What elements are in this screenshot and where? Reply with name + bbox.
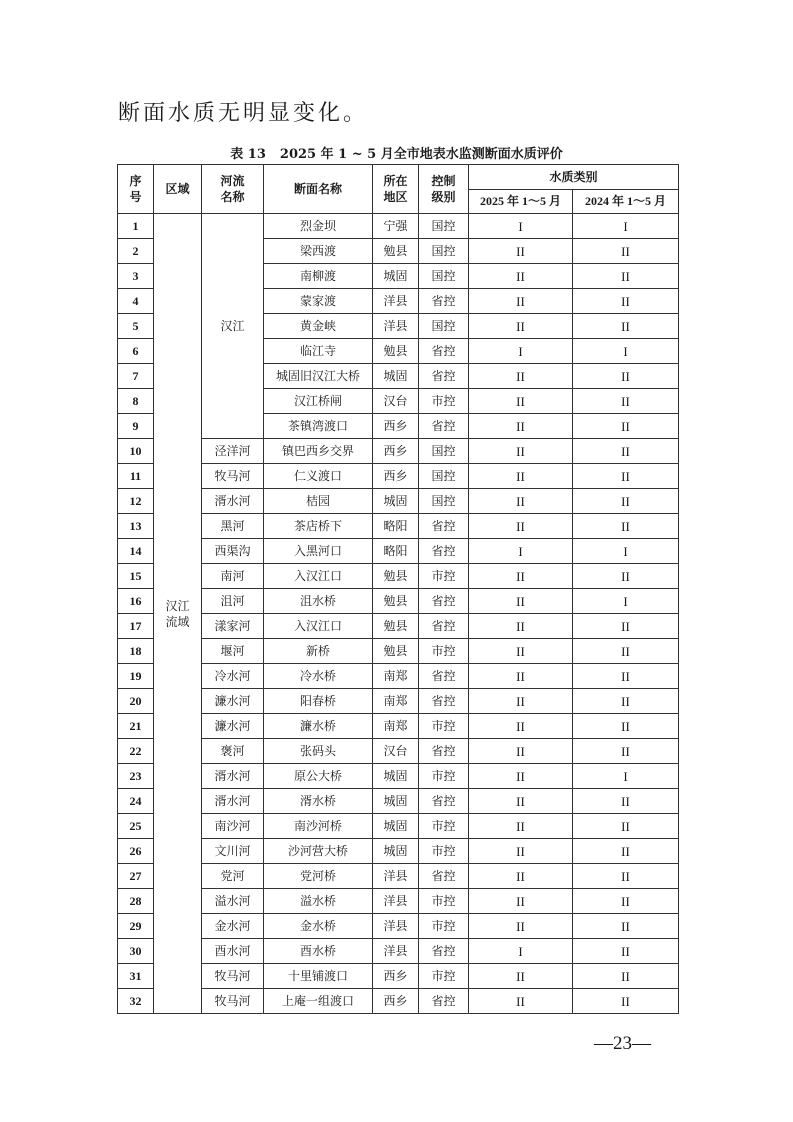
table-row (118, 914, 679, 939)
class-2025: II (469, 314, 573, 339)
section-name: 原公大桥 (264, 764, 373, 789)
class-2024: I (573, 589, 679, 614)
class-2024: II (573, 864, 679, 889)
class-2025: II (469, 964, 573, 989)
control-level: 国控 (419, 264, 469, 289)
class-2025: II (469, 289, 573, 314)
page-number: —23— (594, 1033, 651, 1054)
control-level: 市控 (419, 964, 469, 989)
section-name: 仁义渡口 (264, 464, 373, 489)
class-2024: II (573, 714, 679, 739)
section-name: 镇巴西乡交界 (264, 439, 373, 464)
location: 洋县 (373, 914, 419, 939)
location: 西乡 (373, 439, 419, 464)
class-2025: II (469, 464, 573, 489)
table-row (118, 964, 679, 989)
location: 西乡 (373, 964, 419, 989)
location: 城固 (373, 814, 419, 839)
header-section: 断面名称 (264, 165, 373, 214)
river-name: 溢水河 (202, 889, 264, 914)
section-name: 十里铺渡口 (264, 964, 373, 989)
control-level: 省控 (419, 289, 469, 314)
class-2024: II (573, 789, 679, 814)
row-number: 21 (118, 714, 154, 739)
row-number: 26 (118, 839, 154, 864)
section-name: 张码头 (264, 739, 373, 764)
class-2024: II (573, 464, 679, 489)
river-name: 黑河 (202, 514, 264, 539)
river-name: 湑水河 (202, 489, 264, 514)
class-2025: II (469, 989, 573, 1014)
row-number: 5 (118, 314, 154, 339)
river-name: 南沙河 (202, 814, 264, 839)
location: 城固 (373, 789, 419, 814)
river-name: 堰河 (202, 639, 264, 664)
row-number: 22 (118, 739, 154, 764)
header-seq (118, 165, 154, 214)
row-number: 15 (118, 564, 154, 589)
header-control-text: 控制级别 (431, 174, 456, 204)
location: 城固 (373, 839, 419, 864)
location: 洋县 (373, 889, 419, 914)
section-name: 湑水桥 (264, 789, 373, 814)
location: 略阳 (373, 539, 419, 564)
control-level: 省控 (419, 789, 469, 814)
header-location-text: 所在地区 (383, 174, 408, 204)
class-2024: II (573, 839, 679, 864)
control-level: 省控 (419, 339, 469, 364)
control-level: 国控 (419, 239, 469, 264)
section-name: 南柳渡 (264, 264, 373, 289)
header-year-2025: 2025 年 1～5 月 (469, 190, 573, 214)
location: 西乡 (373, 989, 419, 1014)
table-row (118, 214, 679, 239)
location: 洋县 (373, 939, 419, 964)
row-number: 11 (118, 464, 154, 489)
section-name: 入汉江口 (264, 614, 373, 639)
class-2024: II (573, 514, 679, 539)
control-level: 市控 (419, 839, 469, 864)
class-2025: II (469, 389, 573, 414)
table-row (118, 739, 679, 764)
control-level: 市控 (419, 914, 469, 939)
location: 勉县 (373, 589, 419, 614)
section-name: 上庵一组渡口 (264, 989, 373, 1014)
river-name: 酉水河 (202, 939, 264, 964)
location: 宁强 (373, 214, 419, 239)
section-name: 沮水桥 (264, 589, 373, 614)
row-number: 20 (118, 689, 154, 714)
section-name: 入黑河口 (264, 539, 373, 564)
class-2025: I (469, 539, 573, 564)
control-level: 省控 (419, 939, 469, 964)
section-name: 烈金坝 (264, 214, 373, 239)
row-number: 4 (118, 289, 154, 314)
river-name: 泾洋河 (202, 439, 264, 464)
table-row (118, 789, 679, 814)
control-level: 省控 (419, 989, 469, 1014)
row-number: 17 (118, 614, 154, 639)
row-number: 23 (118, 764, 154, 789)
control-level: 国控 (419, 464, 469, 489)
river-name: 湑水河 (202, 764, 264, 789)
class-2025: II (469, 564, 573, 589)
class-2025: II (469, 864, 573, 889)
class-2024: II (573, 439, 679, 464)
row-number: 1 (118, 214, 154, 239)
table-row (118, 564, 679, 589)
table-row (118, 514, 679, 539)
class-2025: II (469, 489, 573, 514)
section-name: 蒙家渡 (264, 289, 373, 314)
river-name: 文川河 (202, 839, 264, 864)
section-name: 梁西渡 (264, 239, 373, 264)
class-2024: I (573, 539, 679, 564)
section-name: 沙河营大桥 (264, 839, 373, 864)
location: 勉县 (373, 564, 419, 589)
header-location (373, 165, 419, 214)
table-row (118, 589, 679, 614)
row-number: 12 (118, 489, 154, 514)
class-2024: II (573, 289, 679, 314)
region-cell (154, 214, 202, 1014)
table-caption (0, 143, 793, 162)
class-2024: II (573, 964, 679, 989)
location: 西乡 (373, 464, 419, 489)
row-number: 19 (118, 664, 154, 689)
river-name: 漾家河 (202, 614, 264, 639)
class-2025: II (469, 764, 573, 789)
river-name: 褒河 (202, 739, 264, 764)
control-level: 省控 (419, 539, 469, 564)
row-number: 32 (118, 989, 154, 1014)
river-name: 冷水河 (202, 664, 264, 689)
river-name: 牧马河 (202, 464, 264, 489)
location: 南郑 (373, 714, 419, 739)
control-level: 国控 (419, 214, 469, 239)
table-row (118, 689, 679, 714)
class-2024: I (573, 214, 679, 239)
class-2025: II (469, 889, 573, 914)
table-caption-label: 表 13 (230, 147, 266, 162)
water-quality-table (117, 164, 679, 1014)
class-2024: II (573, 389, 679, 414)
section-name: 茶店桥下 (264, 514, 373, 539)
intro-paragraph: 断面水质无明显变化。 (118, 101, 369, 126)
location: 城固 (373, 364, 419, 389)
table-row (118, 664, 679, 689)
control-level: 省控 (419, 864, 469, 889)
control-level: 省控 (419, 614, 469, 639)
table-row (118, 614, 679, 639)
control-level: 省控 (419, 664, 469, 689)
section-name: 黄金峡 (264, 314, 373, 339)
class-2025: II (469, 264, 573, 289)
river-cell-han-jiang: 汉江 (202, 214, 264, 439)
class-2024: II (573, 614, 679, 639)
location: 南郑 (373, 689, 419, 714)
row-number: 14 (118, 539, 154, 564)
section-name: 入汉江口 (264, 564, 373, 589)
section-name: 金水桥 (264, 914, 373, 939)
control-level: 市控 (419, 564, 469, 589)
table-row (118, 489, 679, 514)
river-name: 濂水河 (202, 714, 264, 739)
class-2025: II (469, 614, 573, 639)
control-level: 国控 (419, 439, 469, 464)
row-number: 24 (118, 789, 154, 814)
class-2025: II (469, 739, 573, 764)
location: 略阳 (373, 514, 419, 539)
row-number: 13 (118, 514, 154, 539)
class-2024: II (573, 689, 679, 714)
section-name: 冷水桥 (264, 664, 373, 689)
river-name: 金水河 (202, 914, 264, 939)
class-2024: II (573, 239, 679, 264)
header-control (419, 165, 469, 214)
class-2025: II (469, 914, 573, 939)
row-number: 31 (118, 964, 154, 989)
location: 城固 (373, 764, 419, 789)
class-2024: II (573, 739, 679, 764)
control-level: 市控 (419, 389, 469, 414)
section-name: 党河桥 (264, 864, 373, 889)
location: 汉台 (373, 739, 419, 764)
location: 勉县 (373, 614, 419, 639)
class-2025: I (469, 339, 573, 364)
control-level: 省控 (419, 364, 469, 389)
class-2025: II (469, 364, 573, 389)
location: 勉县 (373, 239, 419, 264)
header-river-text: 河流名称 (220, 174, 245, 204)
control-level: 省控 (419, 739, 469, 764)
section-name: 桔园 (264, 489, 373, 514)
river-name: 濂水河 (202, 689, 264, 714)
location: 城固 (373, 264, 419, 289)
control-level: 国控 (419, 489, 469, 514)
location: 洋县 (373, 289, 419, 314)
location: 南郑 (373, 664, 419, 689)
class-2025: I (469, 939, 573, 964)
row-number: 2 (118, 239, 154, 264)
section-name: 濂水桥 (264, 714, 373, 739)
section-name: 茶镇湾渡口 (264, 414, 373, 439)
control-level: 市控 (419, 714, 469, 739)
section-name: 临江寺 (264, 339, 373, 364)
section-name: 溢水桥 (264, 889, 373, 914)
class-2024: II (573, 264, 679, 289)
table-row (118, 839, 679, 864)
class-2024: II (573, 414, 679, 439)
table-body (118, 214, 679, 1014)
class-2024: I (573, 764, 679, 789)
header-river (202, 165, 264, 214)
table-row (118, 439, 679, 464)
class-2025: II (469, 689, 573, 714)
table-row (118, 539, 679, 564)
region-label: 汉江流域 (165, 598, 190, 629)
control-level: 市控 (419, 814, 469, 839)
section-name: 城固旧汉江大桥 (264, 364, 373, 389)
control-level: 省控 (419, 689, 469, 714)
class-2025: II (469, 814, 573, 839)
row-number: 27 (118, 864, 154, 889)
class-2024: II (573, 564, 679, 589)
control-level: 市控 (419, 889, 469, 914)
location: 勉县 (373, 339, 419, 364)
class-2025: I (469, 214, 573, 239)
row-number: 10 (118, 439, 154, 464)
class-2025: II (469, 839, 573, 864)
class-2024: II (573, 314, 679, 339)
row-number: 7 (118, 364, 154, 389)
control-level: 省控 (419, 514, 469, 539)
table-row (118, 639, 679, 664)
control-level: 国控 (419, 314, 469, 339)
table-row (118, 864, 679, 889)
header-region: 区域 (154, 165, 202, 214)
class-2024: II (573, 639, 679, 664)
class-2024: II (573, 939, 679, 964)
section-name: 新桥 (264, 639, 373, 664)
river-name: 湑水河 (202, 789, 264, 814)
row-number: 6 (118, 339, 154, 364)
row-number: 29 (118, 914, 154, 939)
control-level: 市控 (419, 639, 469, 664)
class-2025: II (469, 514, 573, 539)
row-number: 18 (118, 639, 154, 664)
class-2024: II (573, 364, 679, 389)
header-seq-text: 序号 (129, 174, 142, 204)
river-name: 牧马河 (202, 964, 264, 989)
location: 洋县 (373, 314, 419, 339)
location: 汉台 (373, 389, 419, 414)
location: 城固 (373, 489, 419, 514)
section-name: 汉江桥闸 (264, 389, 373, 414)
river-name: 牧马河 (202, 989, 264, 1014)
river-name: 沮河 (202, 589, 264, 614)
section-name: 酉水桥 (264, 939, 373, 964)
table-row (118, 764, 679, 789)
row-number: 9 (118, 414, 154, 439)
table-row (118, 889, 679, 914)
river-name: 南河 (202, 564, 264, 589)
class-2025: II (469, 789, 573, 814)
class-2025: II (469, 414, 573, 439)
table-row (118, 939, 679, 964)
control-level: 省控 (419, 414, 469, 439)
header-year-2024: 2024 年 1～5 月 (573, 190, 679, 214)
class-2024: II (573, 914, 679, 939)
table-row (118, 464, 679, 489)
table-row (118, 989, 679, 1014)
table-row (118, 814, 679, 839)
control-level: 省控 (419, 589, 469, 614)
table-caption-title: 2025 年 1 ~ 5 月全市地表水监测断面水质评价 (279, 147, 563, 162)
class-2025: II (469, 239, 573, 264)
header-class-group: 水质类别 (469, 165, 679, 190)
row-number: 25 (118, 814, 154, 839)
class-2024: II (573, 489, 679, 514)
class-2025: II (469, 664, 573, 689)
row-number: 28 (118, 889, 154, 914)
location: 洋县 (373, 864, 419, 889)
row-number: 16 (118, 589, 154, 614)
class-2025: II (469, 439, 573, 464)
class-2024: II (573, 989, 679, 1014)
class-2024: I (573, 339, 679, 364)
row-number: 8 (118, 389, 154, 414)
control-level: 市控 (419, 764, 469, 789)
row-number: 30 (118, 939, 154, 964)
class-2024: II (573, 664, 679, 689)
class-2024: II (573, 814, 679, 839)
class-2025: II (469, 639, 573, 664)
section-name: 南沙河桥 (264, 814, 373, 839)
class-2025: II (469, 589, 573, 614)
class-2024: II (573, 889, 679, 914)
river-name: 西渠沟 (202, 539, 264, 564)
section-name: 阳春桥 (264, 689, 373, 714)
row-number: 3 (118, 264, 154, 289)
location: 西乡 (373, 414, 419, 439)
location: 勉县 (373, 639, 419, 664)
table-row (118, 714, 679, 739)
class-2025: II (469, 714, 573, 739)
river-name: 党河 (202, 864, 264, 889)
